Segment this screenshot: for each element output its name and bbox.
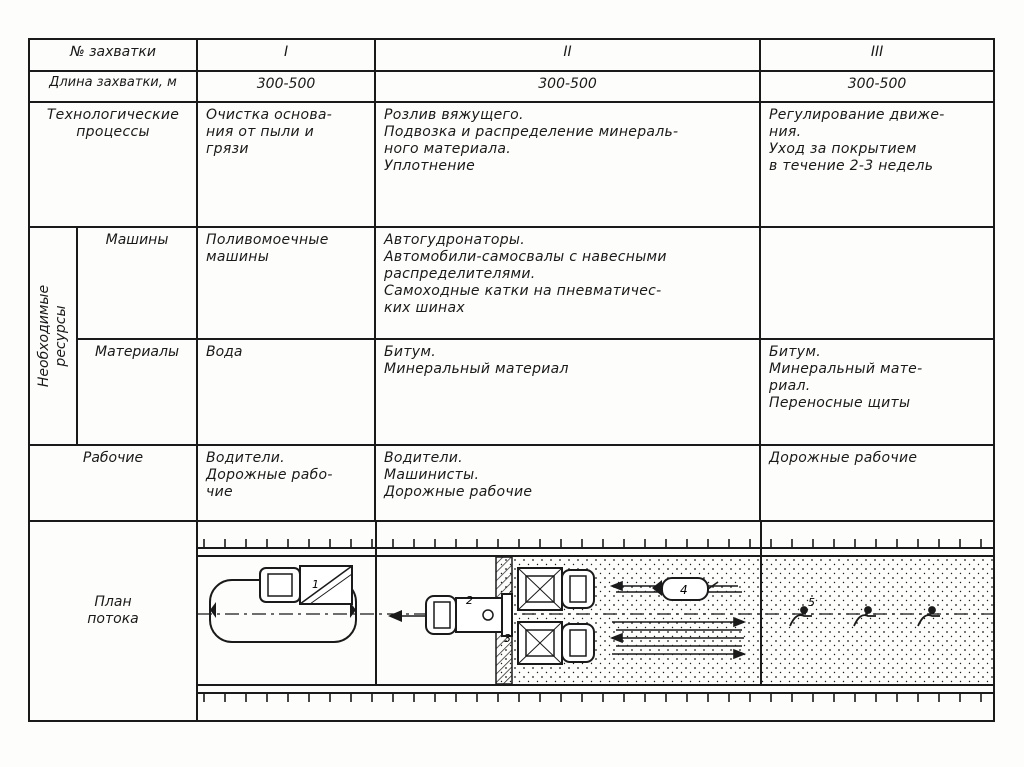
process-1: Очистка основа- ния от пыли и грязи [197, 102, 375, 227]
roller-icon [388, 596, 456, 634]
dump-truck-upper [518, 568, 594, 610]
materials-label: Материалы [77, 339, 197, 445]
section-3-header: III [760, 39, 994, 71]
process-3: Регулирование движе- ния. Уход за покрытием в течение 2-3 недель [760, 102, 994, 227]
asphalt-distributor-icon [456, 594, 512, 636]
dump-truck-lower [518, 622, 594, 664]
length-row [29, 71, 994, 102]
length-value-1: 300-500 [197, 71, 375, 102]
marker-5: 5 [808, 596, 816, 609]
section-2-header: II [375, 39, 760, 71]
marker-4: 4 [680, 583, 688, 597]
machines-2: Автогудронаторы. Автомобили-самосвалы с навесными распределителями. Самоходные катки на пневматичес- ких шинах [375, 227, 760, 339]
workers-1: Водители. Дорожные рабо- чие [197, 445, 375, 521]
flow-organization-table [28, 38, 995, 722]
processes-row [29, 102, 994, 227]
machines-3 [760, 227, 994, 339]
materials-2: Битум. Минеральный материал [375, 339, 760, 445]
length-label: Длина захватки, м [29, 71, 197, 102]
materials-row [29, 339, 994, 445]
workers-3: Дорожные рабочие [760, 445, 994, 521]
bottom-ruler [204, 693, 981, 702]
section-1-header: I [197, 39, 375, 71]
plan-row [29, 521, 994, 721]
workers-row [29, 445, 994, 521]
resources-group-label: Необходимые ресурсы [36, 284, 69, 388]
materials-3: Битум. Минеральный мате- риал. Переносные щиты [760, 339, 994, 445]
marker-1: 1 [312, 578, 320, 591]
processes-label: Технологические процессы [29, 102, 197, 227]
plan-label: План потока [87, 594, 139, 627]
plan-drawing-cell [197, 521, 994, 721]
marker-3: 3 [504, 632, 512, 645]
header-label: № захватки [29, 39, 197, 71]
materials-1: Вода [197, 339, 375, 445]
header-row [29, 39, 994, 71]
machines-label: Машины [77, 227, 197, 339]
mineral-zone-section-3 [762, 557, 994, 684]
process-2: Розлив вяжущего. Подвозка и распределение минераль- ного материала. Уплотнение [375, 102, 760, 227]
machines-1: Поливомоечные машины [197, 227, 375, 339]
marker-2: 2 [466, 594, 474, 607]
machines-row [29, 227, 994, 339]
top-ruler [204, 539, 981, 548]
length-value-3: 300-500 [760, 71, 994, 102]
plan-label-cell [29, 521, 197, 721]
workers-label: Рабочие [29, 445, 197, 521]
resources-group-cell [29, 227, 77, 445]
workers-2: Водители. Машинисты. Дорожные рабочие [375, 445, 760, 521]
length-value-2: 300-500 [375, 71, 760, 102]
watering-machine-icon [260, 566, 352, 604]
flow-plan-diagram [198, 522, 994, 720]
